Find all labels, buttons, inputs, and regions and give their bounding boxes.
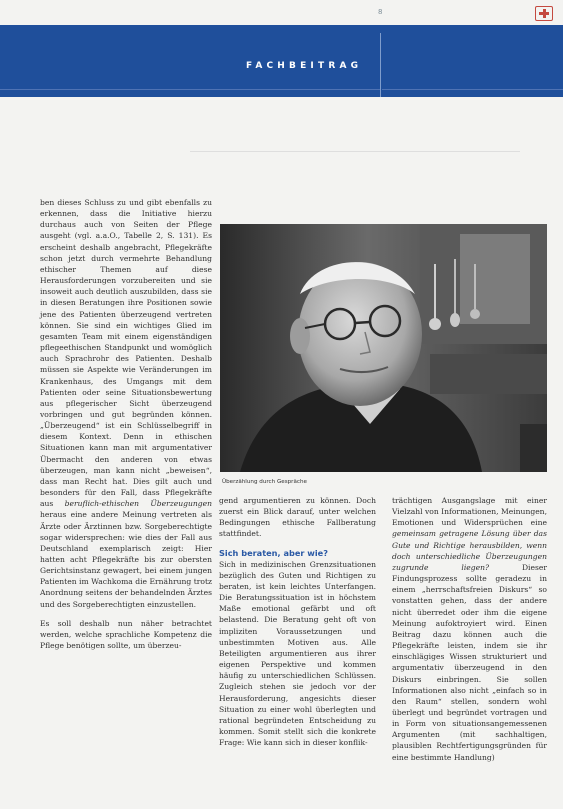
banner-divider [380,33,381,97]
text-column-3 [392,495,547,763]
section-heading: Sich beraten, aber wie? [219,547,328,558]
portrait-photo [220,224,547,472]
paragraph-text: ben dieses Schluss zu und gibt ebenfalls zu erkennen, dass die Initiative hierzu durchaus auch von Seiten der Pflege ausgeht (vgl. a.a.O., Tabelle 2, S. 131). Es erscheint deshalb angebracht, Pflegekräfte schon jetzt durch vermehrte Behandlung ethischer Themen auf diese Herausforderungen vorzubereiten und sie insoweit auch deutlich auszubilden, dass sie in diesen Beratungen ihre Positionen sowie jene des Patienten überzeugend vertreten können. Sie sind ein wichtiges Glied im gesamten Team mit einem eigenständigen pflegeethischen Standpunkt und womöglich auch Sprachrohr des Patienten. Deshalb müssen sie Aspekte wie Veränderungen im Krankenhaus, des Umgangs mit dem Patienten oder seine Situationsbewertung aus pflegerischer Sicht überzeugend vorbringen und gut begründen können. „Überzeugend“ ist ein Schlüsselbegriff in diesem Kontext. Denn in ethischen Situationen kann man mit argumentativer Übermacht den anderen von etwas überzeugen, man kann nicht „beweisen“, dass man Recht hat. Dies gilt auch und besonders für den Fall, dass Pflegekräfte aus [40,198,212,509]
paragraph: Sich in medizinischen Grenzsituationen bezüglich des Guten und Richtigen zu beraten, ist kein leichtes Unterfangen. Die Beratungssituation ist in höchstem Maße emotional gefärbt und oft belastend. Die Beratung geht oft von impliziten Voraussetzungen und unbestimmten Motiven aus. Alle Beteiligten argumentieren aus ihrer eigenen Perspektive und kommen häufig zu unterschiedlichen Schlüssen. Zugleich stehen sie jedoch vor der Herausforderung, angesichts dieser Situation zu einer wohl überlegten und rational begründeten Entscheidung zu kommen. Somit stellt sich die konkrete Frage: Wie kann sich in dieser konflik- [219,559,376,748]
text-column-2 [219,495,376,748]
text-column-1 [40,197,212,651]
emphasis-text: gemeinsam getragene Lösung über das Gute und Richtige herausbilden, wenn doch unterschiedliche Überzeugungen zugrunde liegen? [392,529,547,572]
paragraph-text: heraus eine andere Meinung vertreten als Ärzte oder Ärztinnen bzw. Sorgeberechtigte sogar widersprechen: wie dies der Fall aus Deutschland exemplarisch zeigt: Hier hatten acht Pflegekräfte bis zur obersten Gerichtsinstanz gewagert, bei einem jungen Patienten im Wachkoma die Ernährung trotz Anordnung seitens der behandelnden Ärztes und des Sorgeberechtigten einzustellen. [40,510,212,609]
banner-rule-right [382,89,563,90]
paragraph: Es soll deshalb nun näher betrachtet werden, welche sprachliche Kompetenz die Pflege benötigen sollte, um überzeu- [40,618,212,651]
paragraph-text: Dieser Findungsprozess sollte geradezu in einem „herrschaftsfreien Diskurs“ so vonstatten gehen, dass der andere nicht überredet oder ihm die eigene Meinung aufoktroyiert wird. Einen Beitrag dazu können auch die Pflegekräfte leisten, indem sie ihr einschlägiges Wissen strukturiert und argumentativ überzeugend in den Diskurs einbringen. Sie sollen Informationen also nicht „einfach so in den Raum“ stellen, sondern wohl überlegt und begründet vortragen und in Form von situationsangemessenen Argumenten (mit sachhaltigen, plausiblen Rechtfertigungsgründen für eine bestimmte Handlung) [392,562,547,762]
paragraph [40,197,212,610]
section-label: FACHBEITRAG [246,61,363,71]
cross-logo-icon [535,6,553,21]
man-portrait-icon [220,224,547,472]
running-header [0,6,563,22]
paragraph [392,495,547,763]
page-number: 8 [378,8,383,16]
paragraph-text: trächtigen Ausgangslage mit einer Vielzahl von Informationen, Meinungen, Emotionen und Widersprüchen eine [392,496,547,528]
photo-caption: Überzählung durch Gespräche [222,479,307,485]
banner-rule-left [0,89,380,90]
paragraph: gend argumentieren zu können. Doch zuerst ein Blick darauf, unter welchen Bedingungen ethische Fallberatung stattfindet. [219,496,376,539]
section-banner [0,25,563,97]
emphasis-text: beruflich-ethischen Überzeugungen [64,499,212,509]
faint-rule [190,151,520,152]
